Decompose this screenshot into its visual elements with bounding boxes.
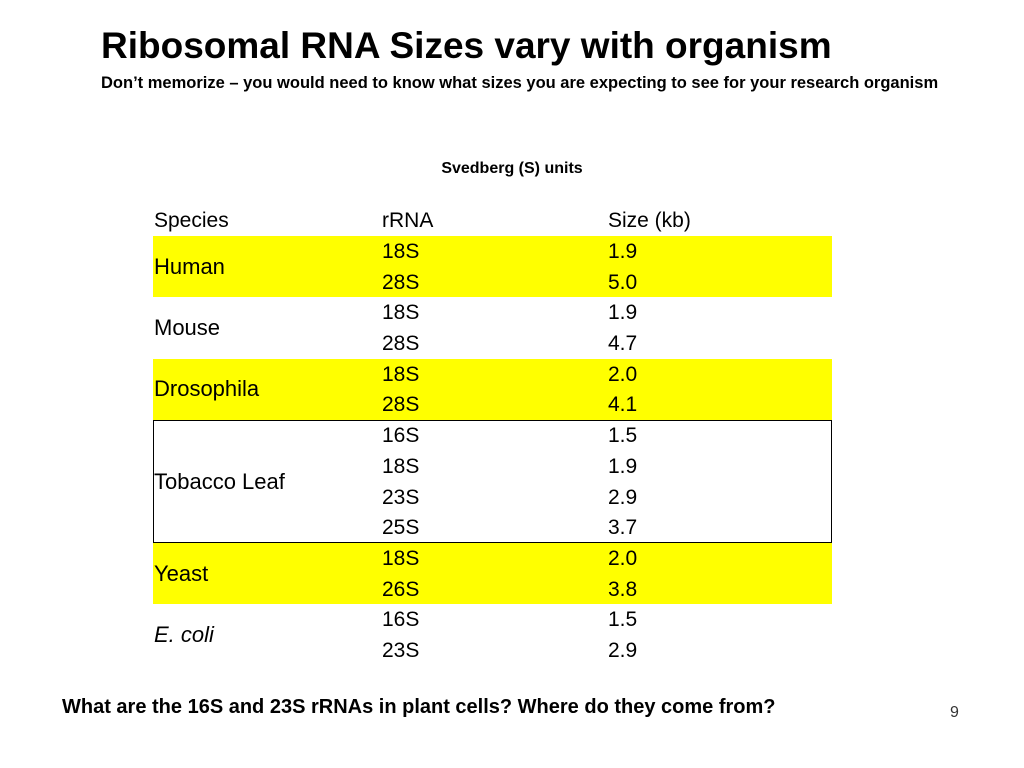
header-size: Size (kb) [608, 209, 691, 232]
rrna-cell: 25S [382, 516, 420, 540]
species-group [153, 543, 832, 604]
species-name: Tobacco Leaf [154, 468, 285, 494]
table-row [153, 604, 832, 635]
species-group [153, 297, 832, 358]
species-group [153, 359, 832, 420]
size-cell: 2.9 [608, 485, 638, 509]
rrna-cell: 23S [382, 485, 420, 509]
species-group [153, 604, 832, 665]
table-body [153, 236, 832, 666]
table-row [153, 482, 832, 513]
size-cell: 4.7 [608, 332, 638, 356]
header-species: Species [154, 209, 229, 232]
table-row [153, 359, 832, 390]
table-row [153, 297, 832, 328]
species-name: Mouse [154, 315, 221, 341]
table-row [153, 328, 832, 359]
rrna-cell: 26S [382, 577, 420, 601]
rrna-cell: 18S [382, 362, 420, 386]
size-cell: 1.5 [608, 608, 638, 632]
rrna-cell: 18S [382, 240, 420, 263]
species-name: Human [154, 253, 225, 279]
size-cell: 1.5 [608, 424, 638, 448]
units-label: Svedberg (S) units [441, 160, 583, 177]
rrna-cell: 28S [382, 270, 420, 294]
rrna-cell: 16S [382, 608, 420, 632]
size-cell: 2.9 [608, 638, 638, 662]
size-cell: 3.7 [608, 516, 638, 540]
species-group [153, 420, 832, 543]
table-row [153, 389, 832, 420]
table-row [153, 451, 832, 482]
rrna-cell: 16S [382, 424, 420, 448]
size-cell: 5.0 [608, 270, 638, 294]
species-group [153, 236, 832, 297]
size-cell: 2.0 [608, 546, 638, 570]
header-rrna: rRNA [382, 209, 434, 232]
slide-title: Ribosomal RNA Sizes vary with organism [101, 25, 832, 66]
size-cell: 3.8 [608, 577, 638, 601]
rrna-cell: 18S [382, 454, 420, 478]
table-row [153, 512, 832, 543]
rrna-cell: 18S [382, 546, 420, 570]
rrna-size-table [153, 205, 832, 666]
size-cell: 2.0 [608, 362, 638, 386]
species-name: Yeast [154, 560, 209, 586]
table-row [153, 236, 832, 267]
table-row [153, 635, 832, 666]
size-cell: 1.9 [608, 454, 638, 478]
rrna-cell: 28S [382, 393, 420, 417]
page-number: 9 [950, 704, 959, 721]
species-name: E. coli [154, 621, 214, 647]
size-cell: 1.9 [608, 240, 638, 263]
table-row [153, 420, 832, 451]
table-row [153, 267, 832, 298]
rrna-cell: 18S [382, 301, 420, 325]
table-header-row [153, 205, 832, 236]
table-row [153, 543, 832, 574]
discussion-question: What are the 16S and 23S rRNAs in plant cells? Where do they come from? [62, 696, 776, 718]
table-row [153, 574, 832, 605]
rrna-cell: 28S [382, 332, 420, 356]
size-cell: 1.9 [608, 301, 638, 325]
rrna-cell: 23S [382, 638, 420, 662]
slide-subtitle: Don’t memorize – you would need to know what sizes you are expecting to see for your research organism [101, 74, 939, 92]
size-cell: 4.1 [608, 393, 638, 417]
species-name: Drosophila [154, 376, 260, 402]
